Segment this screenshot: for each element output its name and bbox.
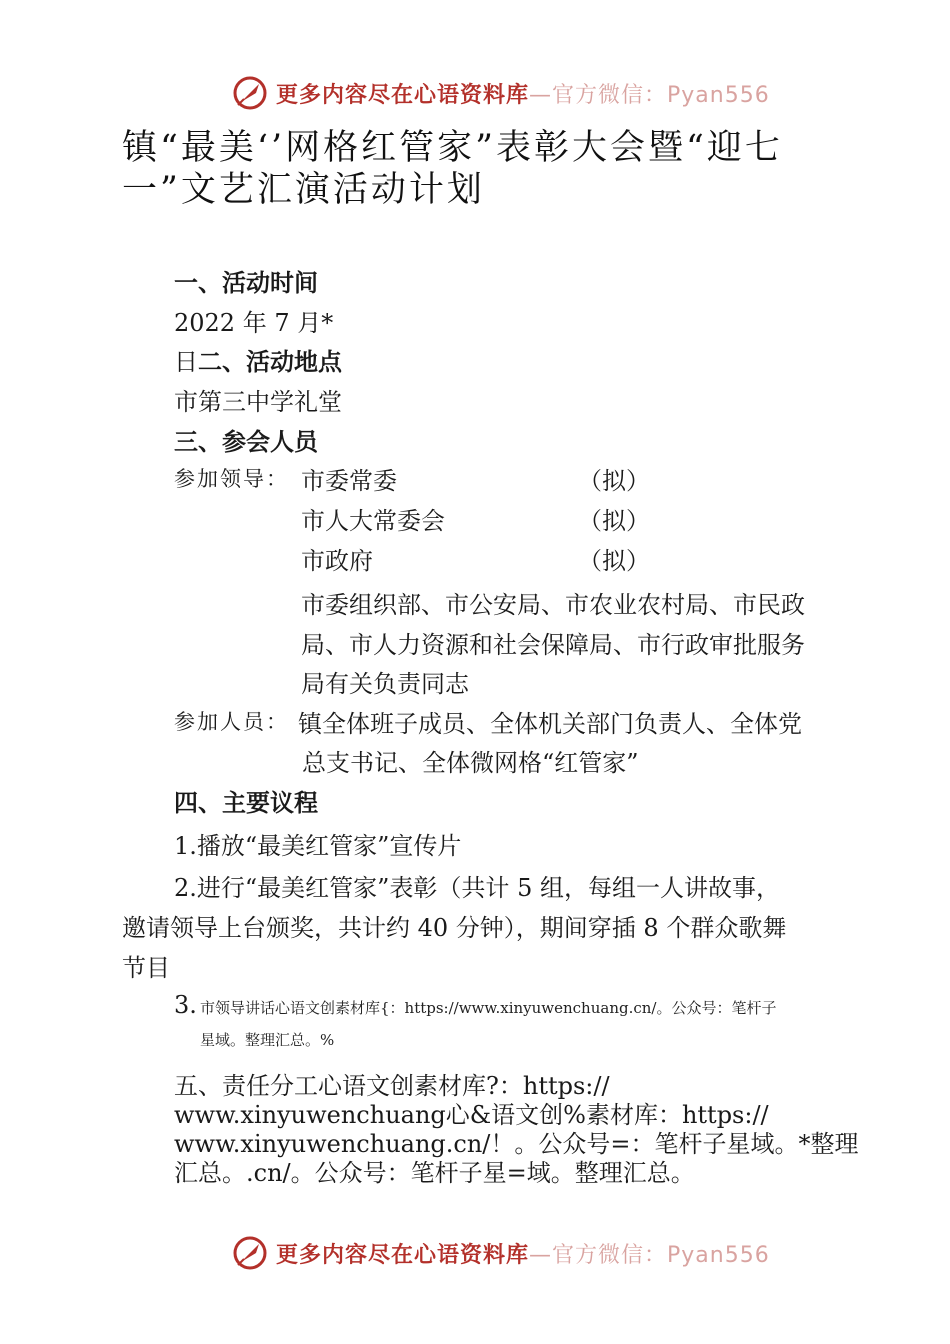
footer-watermark bbox=[232, 1233, 770, 1273]
leader-note: （拟） bbox=[578, 547, 650, 575]
responsibility-line: www.xinyuwenchuang心&语文创%素材库：https:// bbox=[174, 1101, 769, 1129]
quill-logo-icon bbox=[232, 75, 268, 111]
responsibility-line: 汇总。.cn/。公众号：笔杆子星=域。整理汇总。 bbox=[174, 1159, 695, 1187]
watermark-main-text: 更多内容尽在心语资料库 bbox=[276, 82, 530, 108]
agenda-item-2-line: 节目 bbox=[122, 954, 170, 982]
attendees-label: 参加人员： bbox=[174, 710, 289, 734]
responsibility-line: www.xinyuwenchuang.cn/！。公众号=：笔杆子星域。*整理 bbox=[174, 1130, 859, 1158]
agenda-item-1: 1.播放“最美红管家”宣传片 bbox=[174, 832, 462, 860]
watermark-sub-text: —官方微信：Pyan556 bbox=[529, 82, 770, 108]
leader-note: （拟） bbox=[578, 467, 650, 495]
event-day: 日 bbox=[174, 348, 198, 376]
quill-logo-icon bbox=[232, 1235, 268, 1271]
dept-line: 局、市人力资源和社会保障局、市行政审批服务 bbox=[301, 631, 805, 659]
watermark-main-text: 更多内容尽在心语资料库 bbox=[276, 1242, 530, 1268]
agenda-item-2-line: 邀请领导上台颁奖，共计约 40 分钟），期间穿插 8 个群众歌舞 bbox=[122, 914, 787, 942]
watermark-sub-text: —官方微信：Pyan556 bbox=[529, 1242, 770, 1268]
section-agenda-heading: 四、主要议程 bbox=[174, 789, 318, 817]
leader-name: 市人大常委会 bbox=[301, 507, 445, 535]
leader-note: （拟） bbox=[578, 507, 650, 535]
event-date: 2022 年 7 月* bbox=[174, 309, 334, 337]
event-place: 市第三中学礼堂 bbox=[174, 388, 342, 416]
agenda-item-3-line: 市领导讲话心语文创素材库{：https://www.xinyuwenchuang.cn/。公众号：笔杆子 bbox=[200, 999, 777, 1017]
leaders-label: 参加领导： bbox=[174, 467, 289, 491]
doc-title-line2: 一”文艺汇演活动计划 bbox=[122, 170, 485, 210]
attendees-line: 总支书记、全体微网格“红管家” bbox=[302, 749, 639, 777]
agenda-item-3-line: 星域。整理汇总。% bbox=[200, 1031, 335, 1049]
agenda-item-3-number: 3. bbox=[174, 991, 197, 1019]
section-place-heading: 二、活动地点 bbox=[198, 348, 342, 376]
responsibility-line: 五、责任分工心语文创素材库?：https:// bbox=[174, 1072, 610, 1100]
leader-name: 市委常委 bbox=[301, 467, 397, 495]
doc-title-line1: 镇“最美‘’网格红管家”表彰大会暨“迎七 bbox=[122, 128, 783, 168]
dept-line: 市委组织部、市公安局、市农业农村局、市民政 bbox=[301, 591, 805, 619]
attendees-line: 镇全体班子成员、全体机关部门负责人、全体党 bbox=[298, 710, 802, 738]
section-time-heading: 一、活动时间 bbox=[174, 269, 318, 297]
section-attendees-heading: 三、参会人员 bbox=[174, 428, 318, 456]
dept-line: 局有关负责同志 bbox=[301, 670, 469, 698]
header-watermark bbox=[232, 73, 770, 113]
leader-name: 市政府 bbox=[301, 547, 373, 575]
agenda-item-2-line: 2.进行“最美红管家”表彰（共计 5 组，每组一人讲故事， bbox=[174, 874, 780, 902]
